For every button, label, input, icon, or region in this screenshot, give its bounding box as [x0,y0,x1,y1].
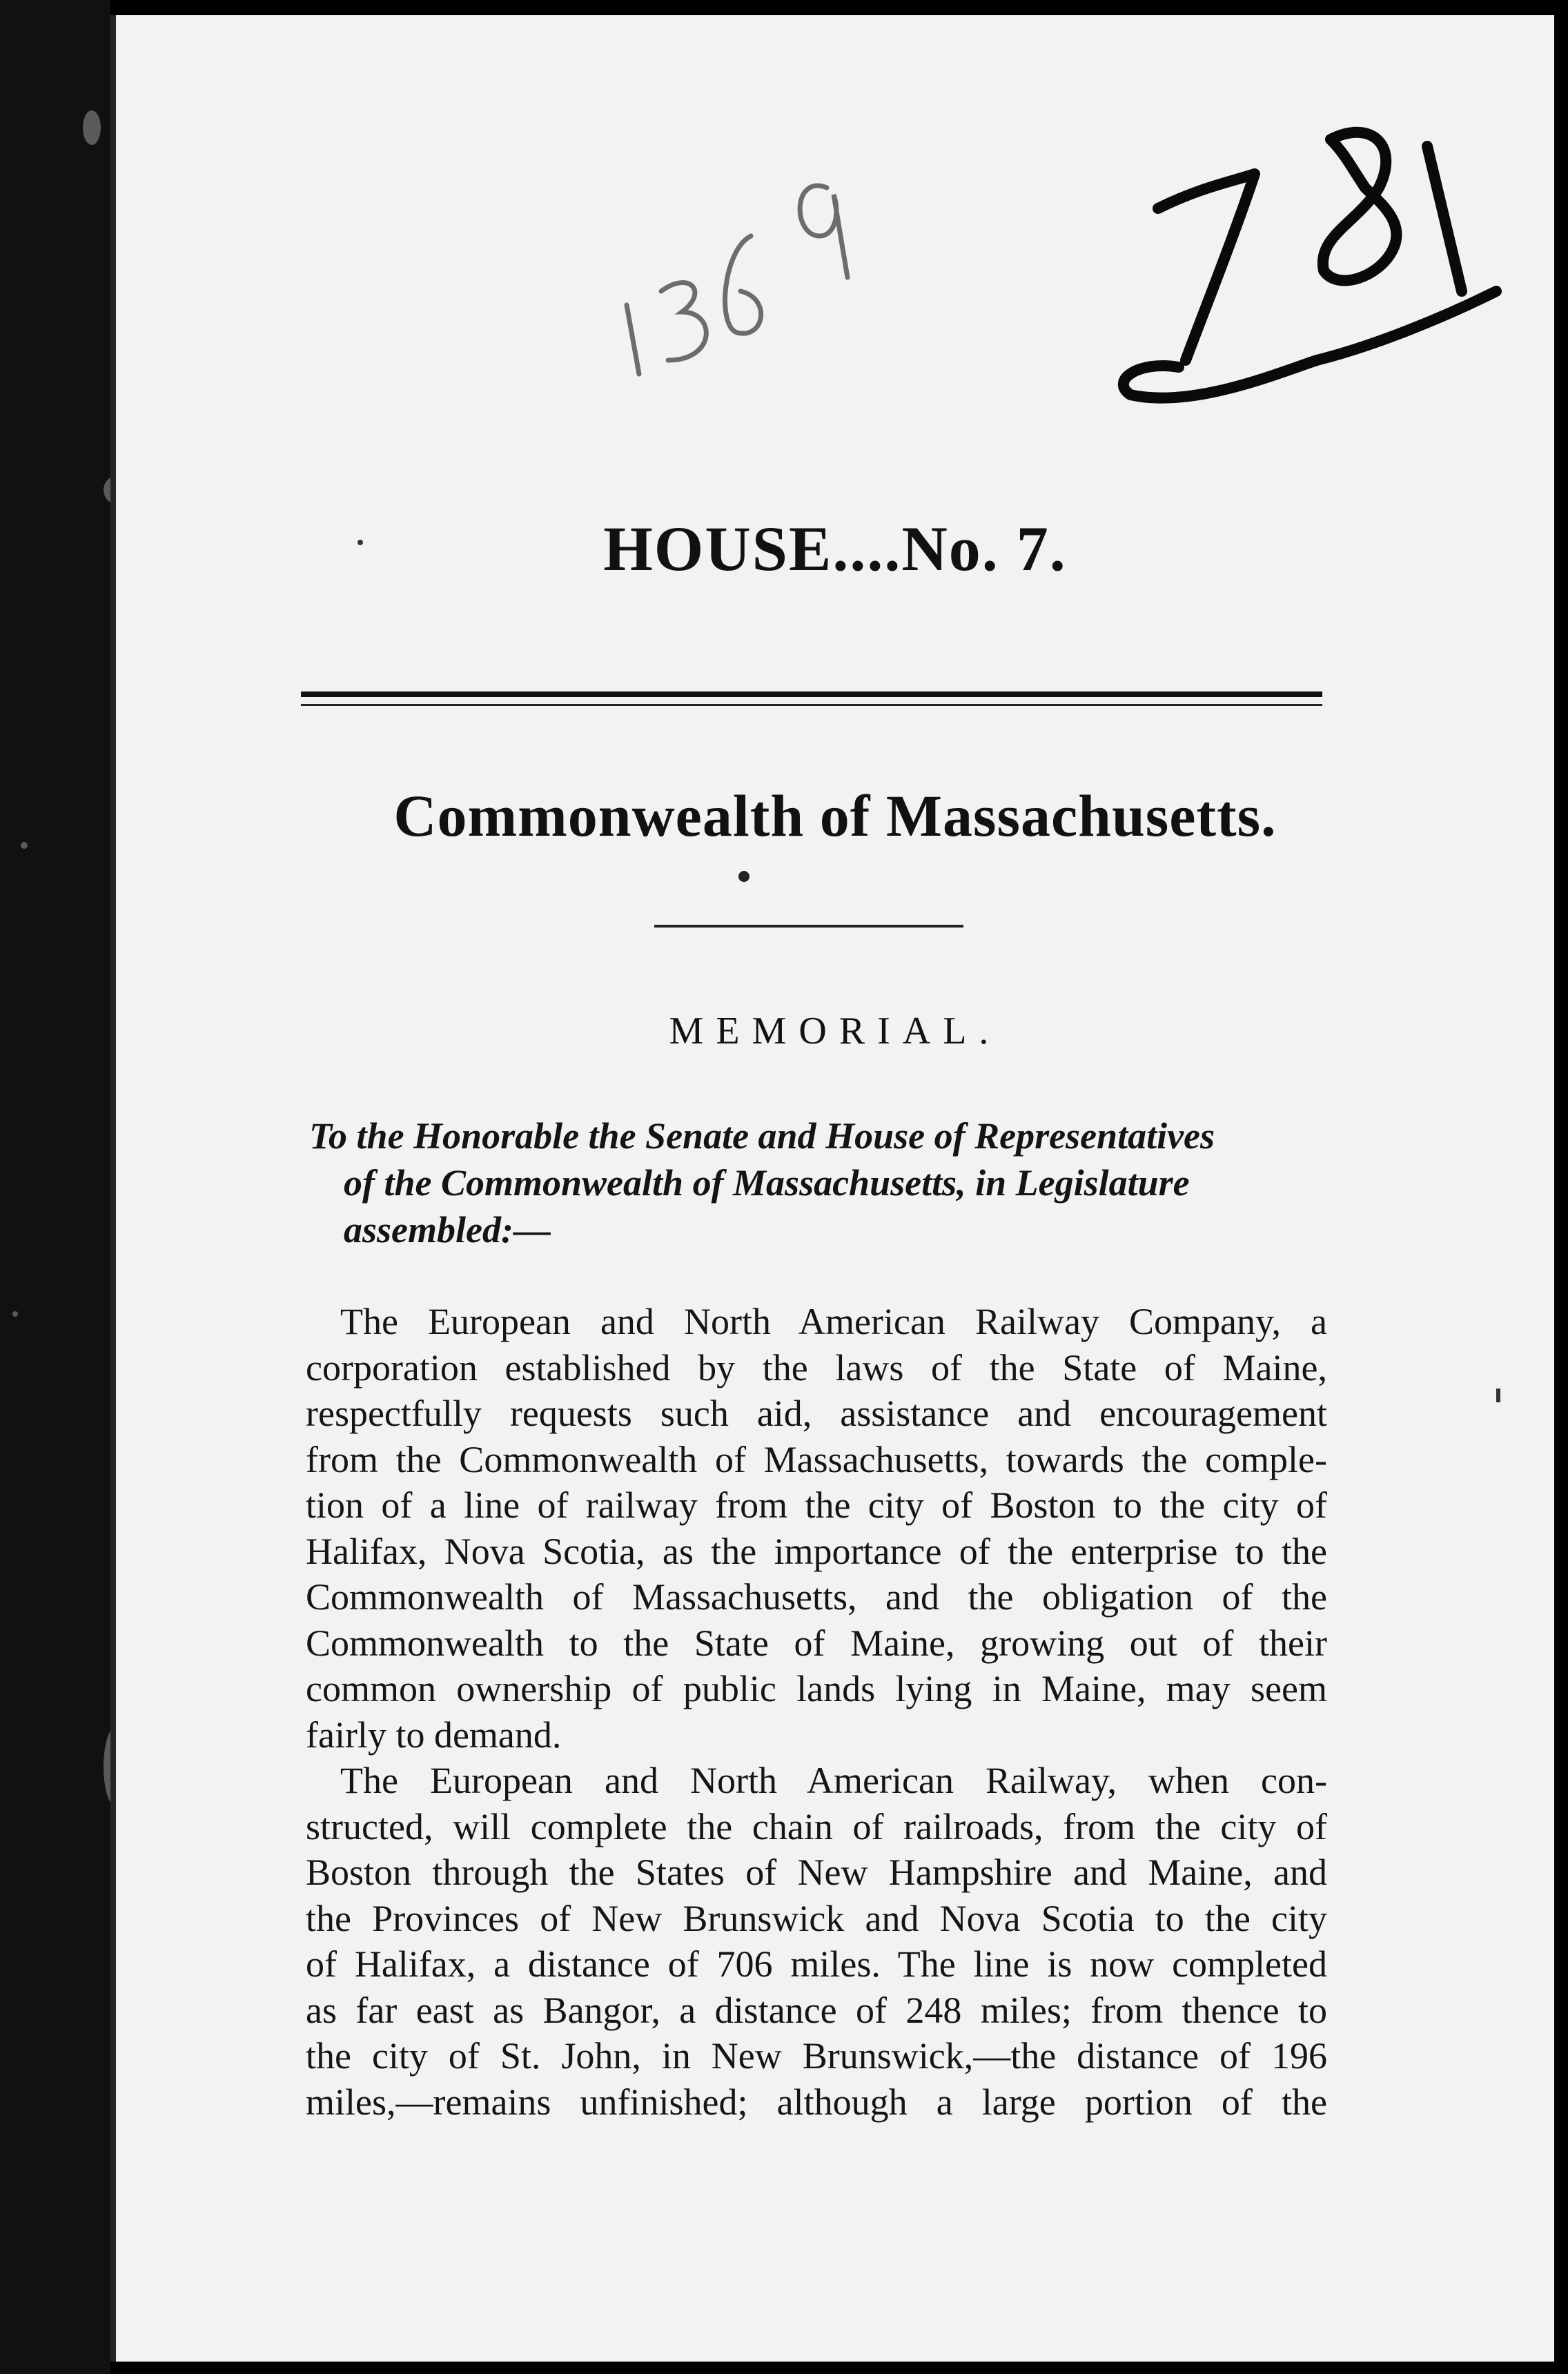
ink-dot [738,871,749,882]
address-line: of the Commonwealth of Massachusetts, in Legislature [344,1162,1190,1204]
book-spine [0,0,110,2374]
text-line: from the Commonwealth of Massachusetts, towards the comple- [306,1438,1327,1480]
short-rule-divider [654,925,963,928]
margin-speck [357,540,363,545]
text-line: structed, will complete the chain of railroads, from the city of [306,1805,1327,1847]
text-line: of Halifax, a distance of 706 miles. The line is now completed [306,1943,1327,1985]
text-line: the Provinces of New Brunswick and Nova Scotia to the city [306,1897,1327,1939]
text-line: corporation established by the laws of the State of Maine, [306,1346,1327,1389]
text-line: The European and North American Railway Company, a [340,1301,1327,1342]
thin-rule [301,704,1322,706]
thick-rule [301,691,1322,697]
commonwealth-heading: Commonwealth of Massachusetts. [393,783,1277,849]
paragraph-1 [306,1299,1327,1758]
margin-speck [1496,1389,1500,1402]
pencil-number-1369 [627,186,847,374]
handwritten-annotations [116,15,1554,498]
ink-mark-7-8 [1124,133,1496,398]
memorial-heading: MEMORIAL. [669,1010,1001,1052]
text-line: Halifax, Nova Scotia, as the importance of the enterprise to the [306,1530,1327,1572]
text-line: fairly to demand. [306,1714,562,1756]
text-line: the city of St. John, in New Brunswick,—the distance of 196 [306,2035,1327,2077]
address-line: assembled:— [344,1209,551,1250]
address-salutation [309,1112,1324,1253]
text-line: Commonwealth to the State of Maine, growing out of their [306,1622,1327,1664]
document-page [110,15,1554,2362]
memorial-body [306,1299,1327,2125]
text-line: miles,—remains unfinished; although a large portion of the [306,2081,1327,2123]
text-line: as far east as Bangor, a distance of 248 miles; from thence to [306,1989,1327,2031]
paragraph-2 [306,1758,1327,2125]
text-line: The European and North American Railway, when con- [340,1760,1327,1801]
text-line: tion of a line of railway from the city of Boston to the city of [306,1484,1327,1526]
spine-speck [83,110,101,145]
text-line: common ownership of public lands lying in Maine, may seem [306,1668,1327,1709]
spine-speck [21,842,28,849]
text-line: Commonwealth of Massachusetts, and the obligation of the [306,1576,1327,1618]
text-line: Boston through the States of New Hampshire and Maine, and [306,1852,1327,1893]
address-line: To the Honorable the Senate and House of Representatives [309,1115,1215,1157]
text-line: respectfully requests such aid, assistance and encouragement [306,1393,1327,1434]
house-document-number: HOUSE....No. 7. [603,513,1067,584]
double-rule-divider [301,691,1322,711]
spine-speck [12,1311,18,1317]
